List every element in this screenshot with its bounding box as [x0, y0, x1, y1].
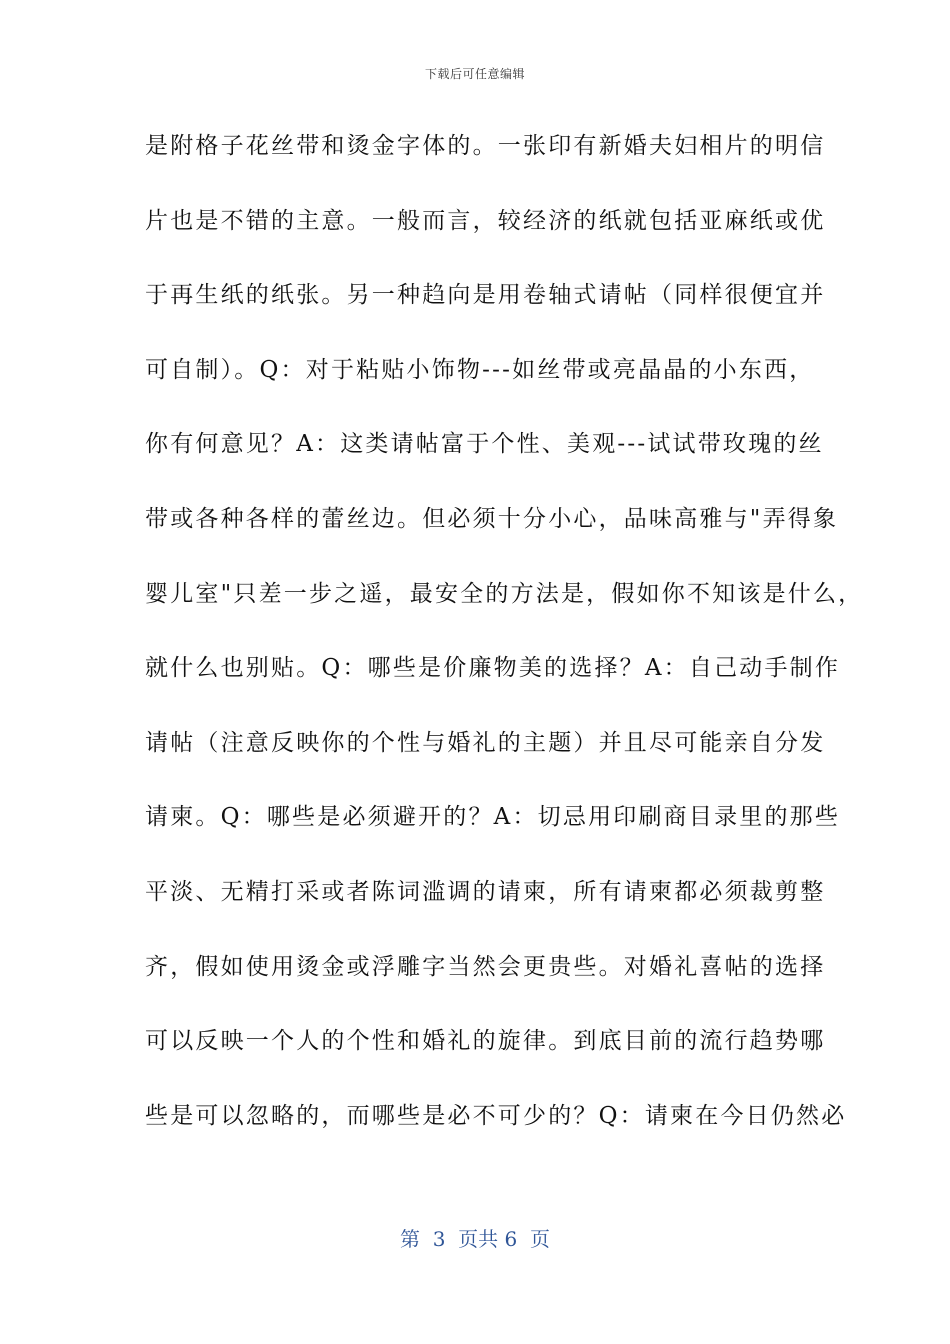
- body-line: 请柬。Q：哪些是必须避开的？A：切忌用印刷商目录里的那些: [145, 804, 841, 831]
- body-line: 你有何意见？A：这类请帖富于个性、美观---试试带玫瑰的丝: [145, 431, 824, 458]
- body-line: 些是可以忽略的，而哪些是必不可少的？Q：请柬在今日仍然必: [145, 1102, 847, 1129]
- body-line: 可自制）。Q：对于粘贴小饰物---如丝带或亮晶晶的小东西，: [145, 356, 815, 383]
- body-line: 是附格子花丝带和烫金字体的。一张印有新婚夫妇相片的明信: [145, 133, 826, 159]
- page-number-footer: 第 3 页共 6 页: [400, 1227, 550, 1251]
- document-body: [145, 124, 864, 1168]
- header-note: 下载后可任意编辑: [424, 67, 525, 81]
- body-line: 平淡、无精打采或者陈词滥调的请柬，所有请柬都必须裁剪整: [145, 878, 826, 905]
- body-line: 就什么也别贴。Q：哪些是价廉物美的选择？A：自己动手制作: [145, 655, 841, 682]
- body-line: 带或各种各样的蕾丝边。但必须十分小心，品味高雅与"弄得象: [145, 505, 839, 532]
- body-line: 可以反映一个人的个性和婚礼的旋律。到底目前的流行趋势哪: [145, 1028, 826, 1055]
- body-line: 片也是不错的主意。一般而言，较经济的纸就包括亚麻纸或优: [145, 207, 826, 234]
- body-line: 婴儿室"只差一步之遥，最安全的方法是，假如你不知该是什么，: [145, 580, 864, 607]
- body-line: 齐，假如使用烫金或浮雕字当然会更贵些。对婚礼喜帖的选择: [145, 953, 826, 980]
- body-line: 于再生纸的纸张。另一种趋向是用卷轴式请帖（同样很便宜并: [145, 282, 826, 309]
- body-line: 请帖（注意反映你的个性与婚礼的主题）并且尽可能亲自分发: [145, 729, 826, 756]
